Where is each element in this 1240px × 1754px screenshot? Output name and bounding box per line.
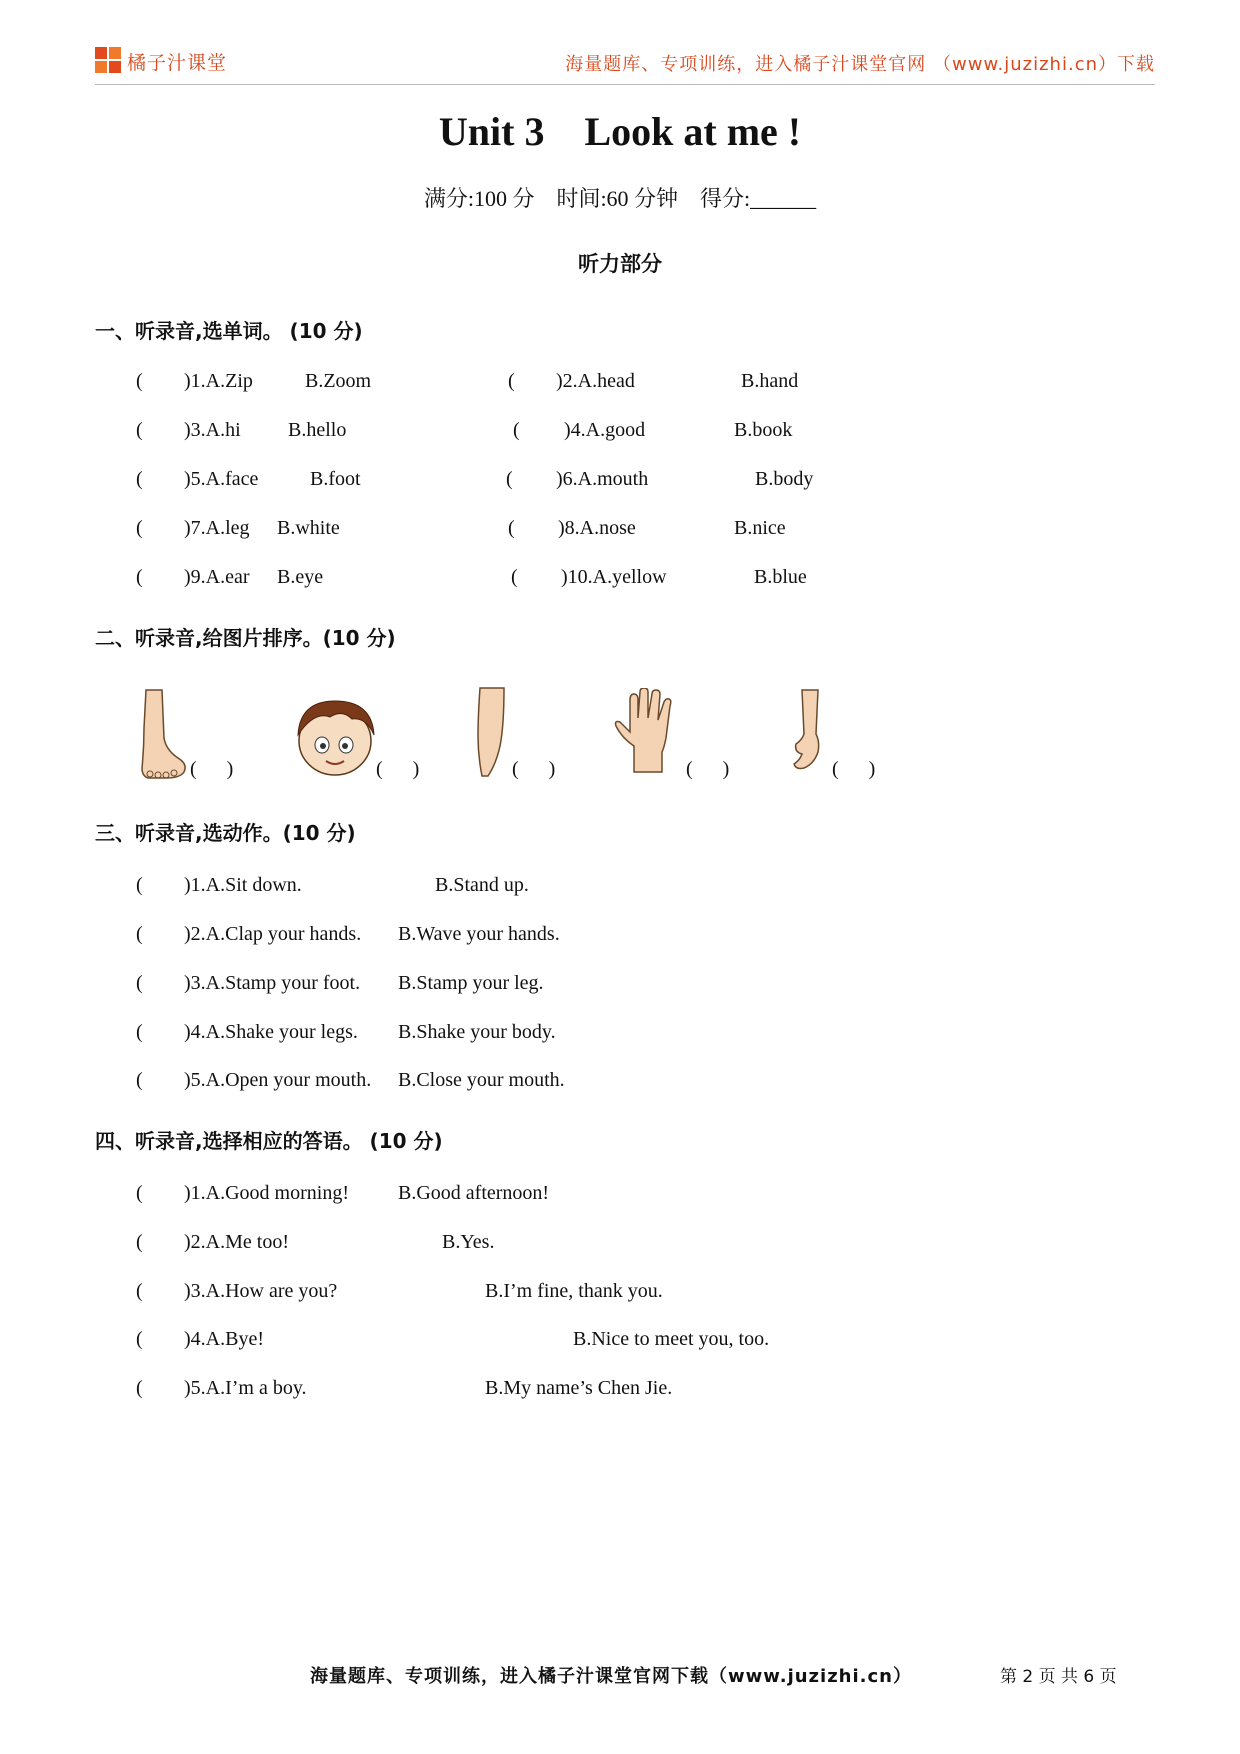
answer-blank[interactable]: ( (136, 566, 143, 588)
q1-item-4-a: )4.A.good (564, 419, 646, 441)
q1-item-6-b: B.body (755, 468, 814, 490)
answer-blank[interactable]: ( (136, 1069, 143, 1091)
page-number: 第 2 页 共 6 页 (1000, 1667, 1117, 1687)
q1-item-7-b: B.white (277, 517, 340, 539)
q1-item-4-b: B.book (734, 419, 793, 441)
q1-item-8-a: )8.A.nose (558, 517, 636, 539)
arm-picture (474, 686, 514, 778)
answer-blank[interactable]: ( (136, 874, 143, 896)
page-title: Unit 3 Look at me ! (438, 109, 802, 154)
listening-section-heading: 听力部分 (578, 252, 662, 276)
q1-item-1-b: B.Zoom (305, 370, 372, 392)
q1-item-2-a: )2.A.head (556, 370, 635, 392)
q3-item-5-b: B.Close your mouth. (398, 1069, 565, 1091)
answer-blank[interactable]: ( (136, 1280, 143, 1302)
q3-item-1-a: )1.A.Sit down. (184, 874, 302, 896)
q1-item-3-a: )3.A.hi (184, 419, 241, 441)
q4-item-4-a: )4.A.Bye! (184, 1328, 264, 1350)
picture-blank-1[interactable]: ( ) (190, 758, 234, 780)
hand-picture (612, 688, 684, 774)
answer-blank[interactable]: ( (136, 1328, 143, 1350)
page-header (95, 40, 1155, 85)
answer-blank[interactable]: ( (511, 566, 518, 588)
logo-icon (95, 47, 123, 75)
q1-item-3-b: B.hello (288, 419, 347, 441)
q4-item-2-b: B.Yes. (442, 1231, 495, 1253)
answer-blank[interactable]: ( (508, 370, 515, 392)
q1-item-5-a: )5.A.face (184, 468, 259, 490)
brand-logo (95, 46, 227, 76)
q3-item-3-b: B.Stamp your leg. (398, 972, 544, 994)
q1-item-7-a: )7.A.leg (184, 517, 250, 539)
q1-item-10-b: B.blue (754, 566, 807, 588)
score-line: 满分:100 分 时间:60 分钟 得分:______ (423, 186, 817, 211)
answer-blank[interactable]: ( (136, 1182, 143, 1204)
q4-item-2-a: )2.A.Me too! (184, 1231, 289, 1253)
q3-item-4-b: B.Shake your body. (398, 1021, 556, 1043)
q4-item-1-b: B.Good afternoon! (398, 1182, 550, 1204)
q4-item-5-b: B.My name’s Chen Jie. (485, 1377, 673, 1399)
q1-item-5-b: B.foot (310, 468, 361, 490)
q4-item-5-a: )5.A.I’m a boy. (184, 1377, 307, 1399)
answer-blank[interactable]: ( (136, 370, 143, 392)
answer-blank[interactable]: ( (136, 972, 143, 994)
q4-item-4-b: B.Nice to meet you, too. (573, 1328, 770, 1350)
q1-item-1-a: )1.A.Zip (184, 370, 253, 392)
q3-item-2-a: )2.A.Clap your hands. (184, 923, 362, 945)
question-4-title: 四、听录音,选择相应的答语。 (10 分) (95, 1129, 443, 1153)
q3-item-1-b: B.Stand up. (435, 874, 529, 896)
answer-blank[interactable]: ( (508, 517, 515, 539)
q1-item-9-a: )9.A.ear (184, 566, 250, 588)
q3-item-3-a: )3.A.Stamp your foot. (184, 972, 361, 994)
q3-item-5-a: )5.A.Open your mouth. (184, 1069, 372, 1091)
q1-item-9-b: B.eye (277, 566, 324, 588)
q3-item-4-a: )4.A.Shake your legs. (184, 1021, 358, 1043)
logo-text: 橘子汁课堂 (127, 51, 228, 74)
q4-item-3-b: B.I’m fine, thank you. (485, 1280, 663, 1302)
q1-item-8-b: B.nice (734, 517, 786, 539)
waving-hand-picture (786, 688, 830, 774)
answer-blank[interactable]: ( (136, 1377, 143, 1399)
face-picture (290, 695, 380, 777)
picture-blank-4[interactable]: ( ) (686, 758, 730, 780)
answer-blank[interactable]: ( (136, 468, 143, 490)
answer-blank[interactable]: ( (136, 419, 143, 441)
q1-item-6-a: )6.A.mouth (556, 468, 649, 490)
page-footer (0, 1662, 1240, 1692)
answer-blank[interactable]: ( (136, 1021, 143, 1043)
q1-item-2-b: B.hand (741, 370, 799, 392)
answer-blank[interactable]: ( (136, 923, 143, 945)
picture-blank-3[interactable]: ( ) (512, 758, 556, 780)
question-2-title: 二、听录音,给图片排序。(10 分) (95, 626, 396, 650)
foot-picture (138, 688, 190, 782)
answer-blank[interactable]: ( (506, 468, 513, 490)
answer-blank[interactable]: ( (513, 419, 520, 441)
answer-blank[interactable]: ( (136, 1231, 143, 1253)
q3-item-2-b: B.Wave your hands. (398, 923, 560, 945)
answer-blank[interactable]: ( (136, 517, 143, 539)
footer-text: 海量题库、专项训练，进入橘子汁课堂官网下载（www.juzizhi.cn） (310, 1666, 912, 1687)
question-1-title: 一、听录音,选单词。 (10 分) (95, 319, 363, 343)
question-3-title: 三、听录音,选动作。(10 分) (95, 821, 356, 845)
q4-item-1-a: )1.A.Good morning! (184, 1182, 349, 1204)
picture-blank-5[interactable]: ( ) (832, 758, 876, 780)
header-slogan: 海量题库、专项训练，进入橘子汁课堂官网 （www.juzizhi.cn）下载 (565, 54, 1155, 75)
picture-blank-2[interactable]: ( ) (376, 758, 420, 780)
q4-item-3-a: )3.A.How are you? (184, 1280, 338, 1302)
q1-item-10-a: )10.A.yellow (561, 566, 667, 588)
